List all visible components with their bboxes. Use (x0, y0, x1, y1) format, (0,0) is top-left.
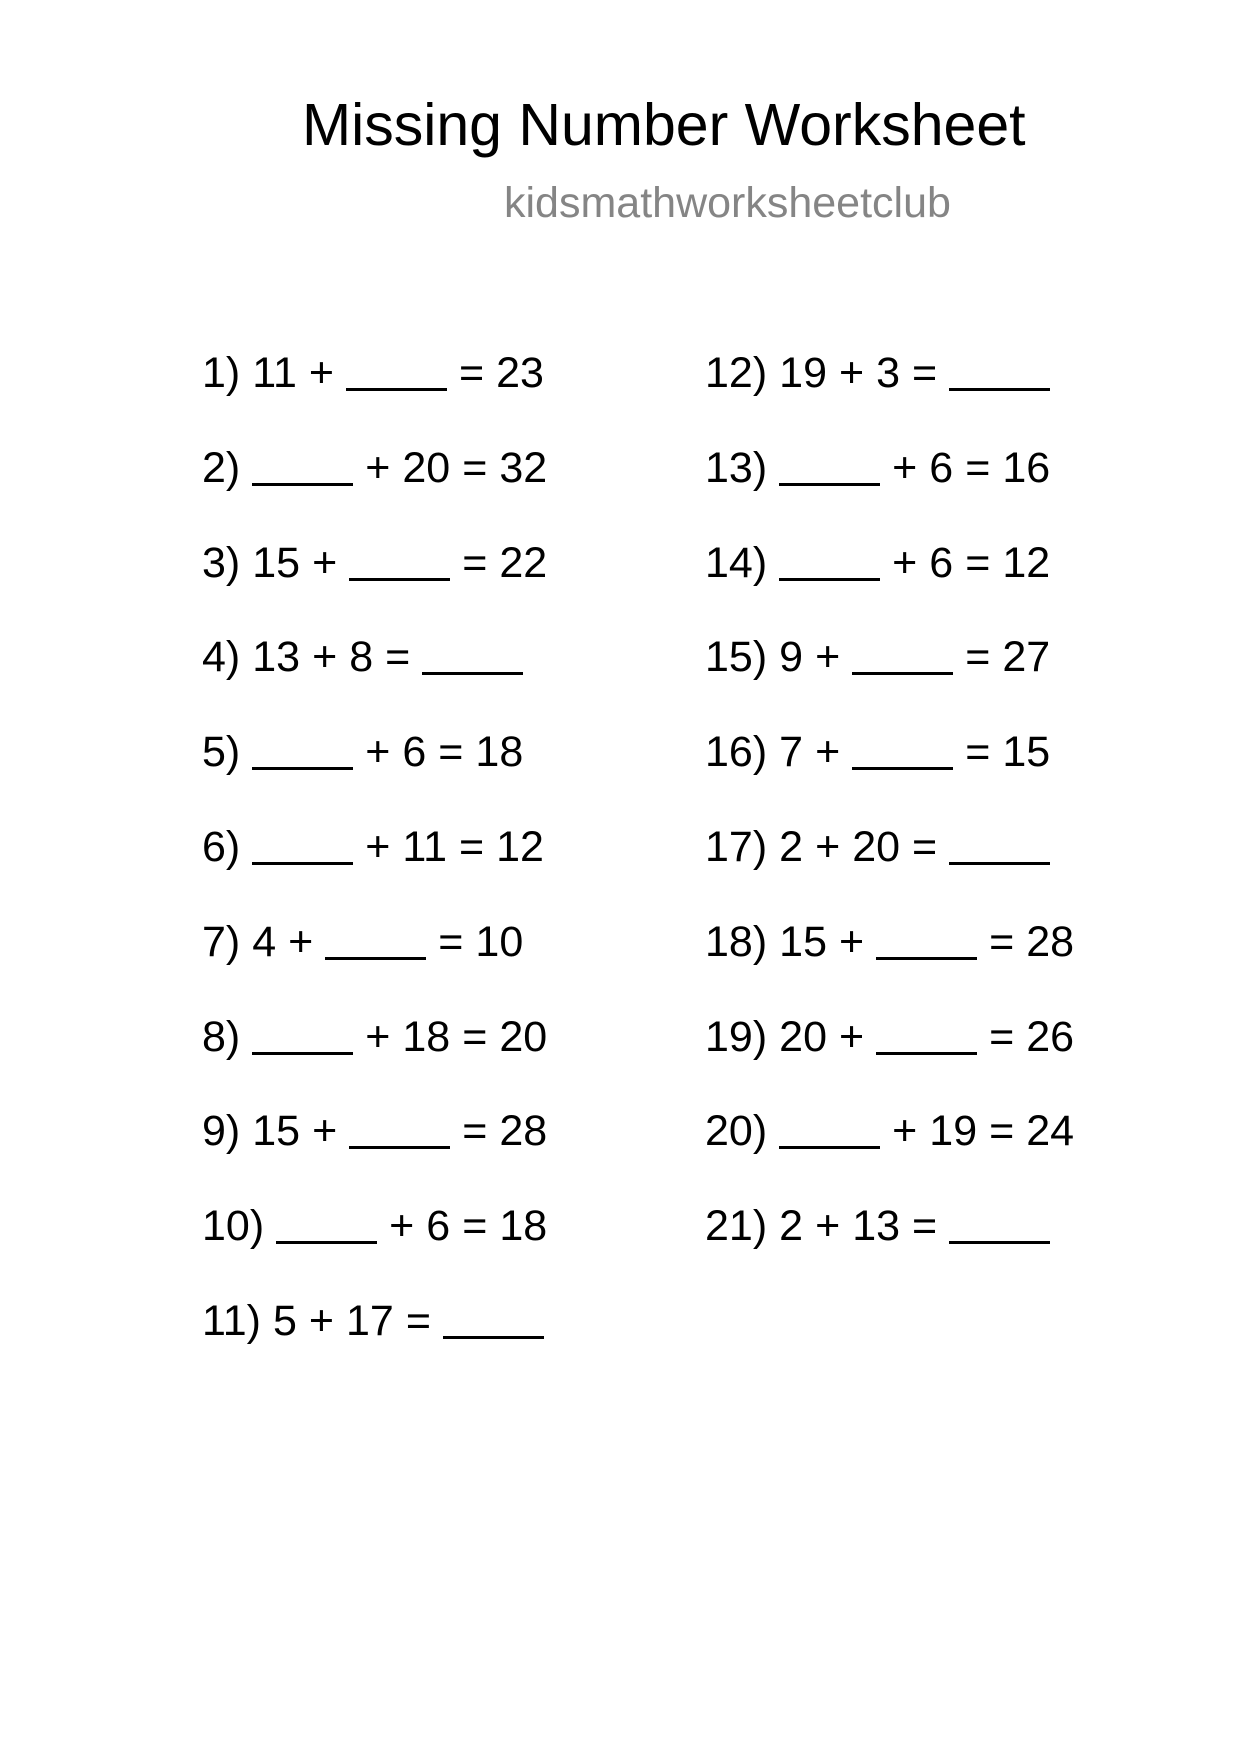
plus-sign: + (312, 633, 338, 682)
answer-blank[interactable] (779, 1144, 880, 1149)
answer-blank[interactable] (779, 481, 880, 486)
problem-item (705, 1202, 1050, 1251)
problem-item (202, 1012, 548, 1061)
addend-value: 13 (252, 633, 301, 682)
problem-number: 18) (705, 917, 768, 966)
plus-sign: + (892, 443, 918, 492)
problem-item (705, 728, 1051, 777)
addend-value: 11 (252, 349, 297, 397)
equals-sign: = (965, 728, 991, 777)
plus-sign: + (365, 443, 391, 492)
problem-item (705, 917, 1075, 966)
problem-item (202, 443, 548, 492)
equals-sign: = (405, 1297, 431, 1345)
addend-value: 2 (779, 823, 804, 871)
problem-number: 21) (705, 1202, 768, 1251)
plus-sign: + (815, 633, 841, 682)
answer-blank[interactable] (852, 670, 953, 675)
addend-value: 19 (929, 1107, 978, 1156)
addend-value: 2 (779, 1202, 804, 1251)
answer-blank[interactable] (949, 1239, 1050, 1244)
problem-number: 6) (202, 823, 241, 871)
addend-value: 19 (779, 349, 827, 397)
problem-number: 7) (202, 917, 241, 966)
problem-number: 12) (705, 349, 768, 397)
problem-number: 19) (705, 1012, 768, 1061)
problem-item (705, 823, 1050, 871)
sum-value: 23 (496, 349, 544, 397)
addend-value: 7 (779, 728, 804, 777)
addend-value: 20 (852, 823, 901, 871)
sum-value: 22 (499, 538, 548, 587)
problem-number: 10) (202, 1202, 265, 1251)
addend-value: 8 (349, 633, 374, 682)
equals-sign: = (438, 728, 464, 777)
sum-value: 15 (1002, 728, 1051, 777)
sum-value: 10 (475, 917, 524, 966)
plus-sign: + (815, 1202, 841, 1251)
addend-value: 6 (929, 538, 954, 587)
plus-sign: + (365, 728, 391, 777)
equals-sign: = (438, 917, 464, 966)
addend-value: 6 (929, 443, 954, 492)
equals-sign: = (462, 538, 488, 587)
problem-item (202, 823, 544, 871)
addend-value: 6 (402, 728, 427, 777)
equals-sign: = (912, 1202, 938, 1251)
worksheet-source: kidsmathworksheetclub (504, 179, 951, 227)
equals-sign: = (989, 1107, 1015, 1156)
sum-value: 12 (496, 823, 544, 871)
problem-item (202, 917, 524, 966)
problem-item (202, 633, 523, 682)
plus-sign: + (839, 1012, 865, 1061)
problem-item (705, 1012, 1075, 1061)
answer-blank[interactable] (252, 1050, 353, 1055)
problem-item (202, 349, 544, 397)
answer-blank[interactable] (349, 1144, 450, 1149)
sum-value: 12 (1002, 538, 1051, 587)
answer-blank[interactable] (349, 576, 450, 581)
plus-sign: + (365, 823, 391, 871)
equals-sign: = (459, 823, 485, 871)
answer-blank[interactable] (852, 765, 953, 770)
problem-number: 17) (705, 823, 768, 871)
addend-value: 20 (779, 1012, 827, 1061)
sum-value: 32 (499, 443, 548, 492)
problem-number: 16) (705, 728, 768, 777)
problem-number: 2) (202, 443, 241, 492)
equals-sign: = (965, 633, 991, 682)
problem-number: 5) (202, 728, 241, 777)
problem-number: 4) (202, 633, 241, 682)
addend-value: 6 (426, 1202, 451, 1251)
equals-sign: = (462, 443, 488, 492)
problem-number: 1) (202, 349, 241, 397)
addend-value: 15 (252, 1107, 301, 1156)
addend-value: 20 (402, 443, 451, 492)
problem-item (202, 538, 548, 587)
addend-value: 11 (402, 823, 447, 871)
answer-blank[interactable] (949, 860, 1050, 865)
problem-number: 3) (202, 538, 241, 587)
plus-sign: + (815, 823, 841, 871)
addend-value: 4 (252, 917, 277, 966)
worksheet-title: Missing Number Worksheet (302, 92, 1026, 158)
equals-sign: = (912, 823, 938, 871)
sum-value: 16 (1002, 443, 1051, 492)
addend-value: 15 (779, 917, 827, 966)
equals-sign: = (385, 633, 411, 682)
equals-sign: = (462, 1012, 488, 1061)
problem-item (202, 1297, 544, 1345)
problem-number: 15) (705, 633, 768, 682)
sum-value: 27 (1002, 633, 1051, 682)
addend-value: 17 (346, 1297, 394, 1345)
problem-item (705, 349, 1050, 397)
answer-blank[interactable] (876, 1050, 977, 1055)
sum-value: 18 (499, 1202, 548, 1251)
answer-blank[interactable] (252, 860, 353, 865)
problem-item (705, 443, 1051, 492)
equals-sign: = (989, 917, 1015, 966)
plus-sign: + (839, 917, 865, 966)
sum-value: 24 (1026, 1107, 1075, 1156)
answer-blank[interactable] (252, 481, 353, 486)
equals-sign: = (965, 538, 991, 587)
answer-blank[interactable] (949, 386, 1050, 391)
answer-blank[interactable] (346, 386, 447, 391)
addend-value: 3 (876, 349, 901, 397)
plus-sign: + (389, 1202, 415, 1251)
problem-item (202, 1202, 548, 1251)
sum-value: 28 (499, 1107, 548, 1156)
plus-sign: + (815, 728, 841, 777)
equals-sign: = (459, 349, 485, 397)
problem-item (705, 1107, 1075, 1156)
answer-blank[interactable] (276, 1239, 377, 1244)
equals-sign: = (912, 349, 938, 397)
plus-sign: + (308, 1297, 335, 1345)
answer-blank[interactable] (252, 765, 353, 770)
plus-sign: + (892, 538, 918, 587)
problem-item (202, 728, 524, 777)
sum-value: 20 (499, 1012, 548, 1061)
equals-sign: = (965, 443, 991, 492)
plus-sign: + (312, 538, 338, 587)
problem-item (705, 633, 1051, 682)
addend-value: 18 (402, 1012, 451, 1061)
problem-number: 11) (202, 1297, 261, 1345)
problem-item (705, 538, 1051, 587)
equals-sign: = (462, 1107, 488, 1156)
sum-value: 26 (1026, 1012, 1075, 1061)
answer-blank[interactable] (779, 576, 880, 581)
plus-sign: + (288, 917, 314, 966)
problem-number: 20) (705, 1107, 768, 1156)
problem-item (202, 1107, 548, 1156)
problem-number: 13) (705, 443, 768, 492)
sum-value: 18 (475, 728, 524, 777)
plus-sign: + (308, 349, 334, 397)
problem-number: 14) (705, 538, 768, 587)
plus-sign: + (892, 1107, 918, 1156)
plus-sign: + (312, 1107, 338, 1156)
addend-value: 9 (779, 633, 804, 682)
plus-sign: + (839, 349, 865, 397)
problem-number: 8) (202, 1012, 241, 1061)
plus-sign: + (365, 1012, 391, 1061)
equals-sign: = (462, 1202, 488, 1251)
answer-blank[interactable] (443, 1334, 544, 1339)
addend-value: 13 (852, 1202, 901, 1251)
equals-sign: = (989, 1012, 1015, 1061)
problem-number: 9) (202, 1107, 241, 1156)
answer-blank[interactable] (325, 955, 426, 960)
sum-value: 28 (1026, 917, 1075, 966)
addend-value: 5 (272, 1297, 297, 1345)
answer-blank[interactable] (876, 955, 977, 960)
answer-blank[interactable] (422, 670, 523, 675)
addend-value: 15 (252, 538, 301, 587)
